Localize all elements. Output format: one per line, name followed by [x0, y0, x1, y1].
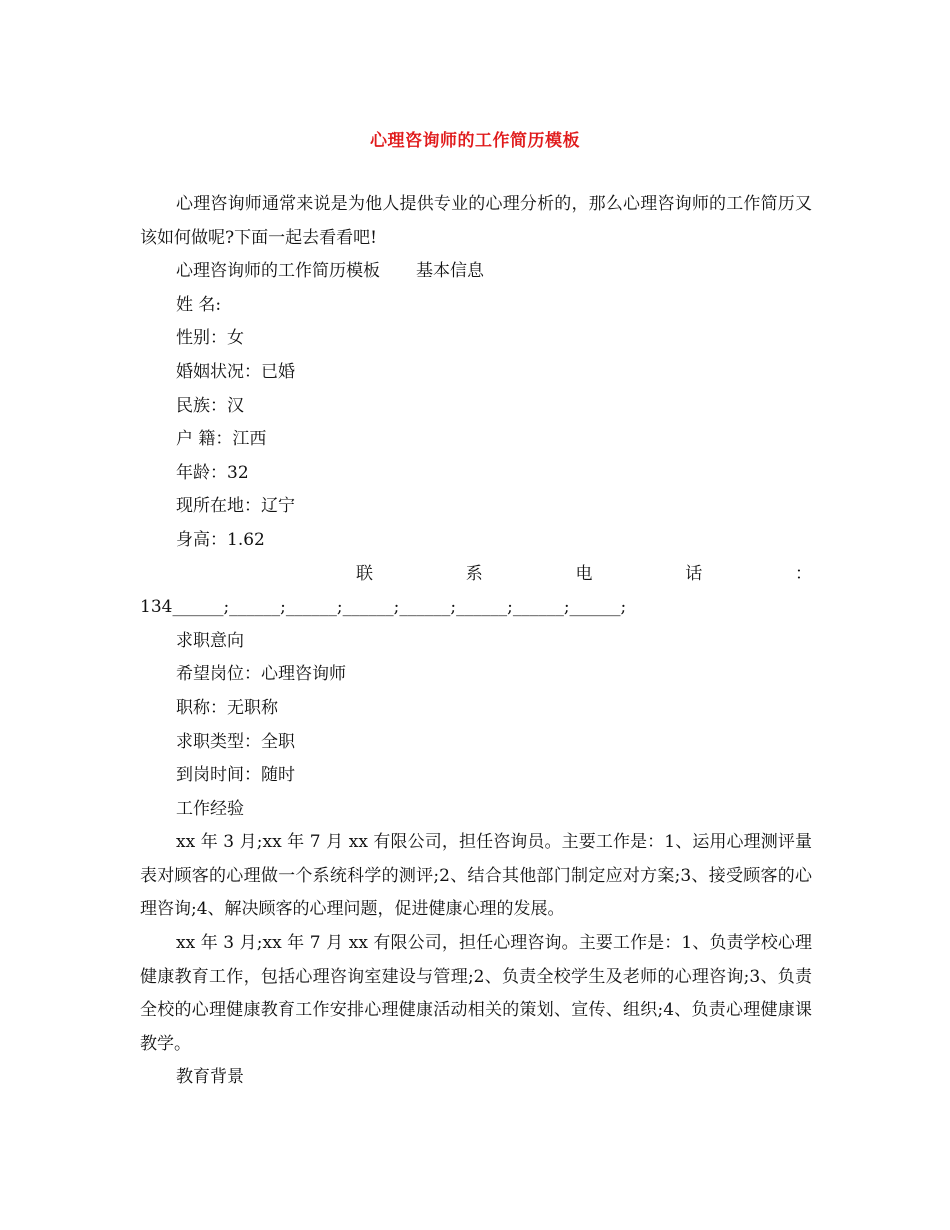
info-name: 姓 名:	[176, 294, 222, 315]
desired-position: 希望岗位：心理咨询师	[176, 664, 346, 685]
document-body	[140, 188, 812, 1095]
work-experience-heading: 工作经验	[176, 798, 244, 819]
work-experience-entry: xx 年 3 月;xx 年 7 月 xx 有限公司，担任心理咨询。主要工作是：1、负责学校心理健康教育工作，包括心理咨询室建设与管理;2、负责全校学生及老师的心理咨询;3、负责全校的心理健康教育工作安排心理健康活动相关的策划、宣传、组织;4、负责心理健康课教学。	[140, 933, 812, 1054]
phone-label-char: ：	[795, 563, 812, 584]
job-type: 求职类型：全职	[176, 731, 295, 752]
job-intention-heading: 求职意向	[176, 630, 244, 651]
basic-info-heading: 基本信息	[416, 261, 484, 282]
info-ethnicity: 民族：汉	[176, 395, 244, 416]
intro-paragraph: 心理咨询师通常来说是为他人提供专业的心理分析的，那么心理咨询师的工作简历又该如何做呢?下面一起去看看吧!	[140, 194, 812, 248]
info-marital-status: 婚姻状况：已婚	[176, 361, 295, 382]
info-height: 身高：1.62	[176, 529, 265, 550]
work-experience-entry: xx 年 3 月;xx 年 7 月 xx 有限公司，担任咨询员。主要工作是：1、运用心理测评量表对顾客的心理做一个系统科学的测评;2、结合其他部门制定应对方案;3、接受顾客的心理咨询;4、解决顾客的心理问题，促进健康心理的发展。	[140, 832, 812, 920]
phone-label-char: 联	[356, 563, 373, 584]
phone-label-char: 电	[575, 563, 593, 584]
info-gender: 性别：女	[176, 328, 244, 349]
phone-label-char: 系	[465, 563, 483, 584]
document-title: 心理咨询师的工作简历模板	[370, 131, 580, 151]
professional-title: 职称：无职称	[176, 697, 278, 718]
info-age: 年龄：32	[176, 462, 249, 483]
availability: 到岗时间：随时	[176, 765, 295, 786]
info-household-registration: 户 籍：江西	[176, 429, 267, 450]
heading-line	[140, 255, 812, 289]
resume-template-label: 心理咨询师的工作简历模板	[176, 261, 380, 282]
phone-label	[140, 558, 812, 592]
phone-value: 134______;______;______;______;______;______;______;______;	[140, 597, 627, 618]
info-location: 现所在地：辽宁	[176, 496, 295, 517]
education-heading: 教育背景	[176, 1067, 244, 1088]
phone-label-char: 话	[685, 563, 703, 584]
